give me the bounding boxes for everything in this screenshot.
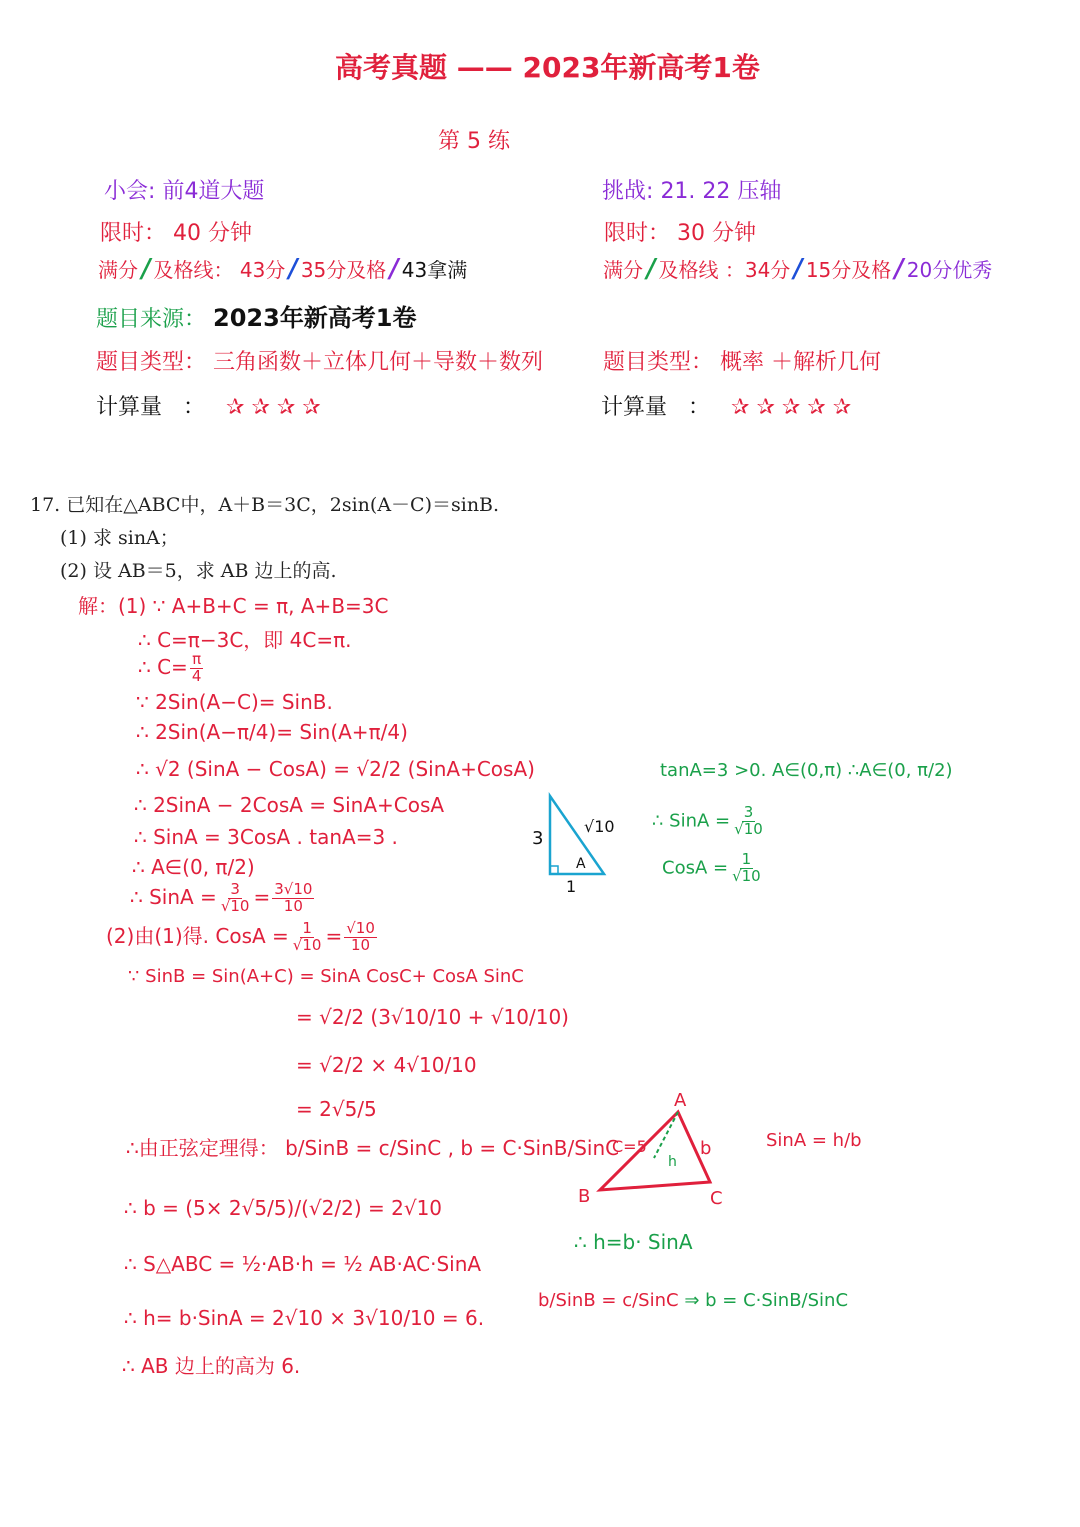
sin-note-text: ∴ SinA = (652, 810, 731, 832)
score-value: 43分 (239, 258, 286, 282)
sin-height-note: SinA = h/b (766, 1130, 862, 1151)
problem-q1: (1) 求 sinA； (60, 527, 179, 549)
right-calc-row (601, 390, 851, 421)
left-type-row (96, 345, 543, 376)
excellent-value: 20分优秀 (906, 258, 993, 282)
law-left: b/SinB = c/SinC (538, 1290, 679, 1311)
law-arrow: ⇒ b = C·SinB/SinC (684, 1290, 849, 1311)
right-score-row (603, 254, 992, 284)
fraction (291, 921, 324, 954)
calc-sep: ： (688, 395, 711, 420)
solution-line-2: ∴ C=π−3C，即 4C=π. (138, 628, 352, 652)
numerator: 1 (741, 850, 752, 868)
right-time-row (604, 216, 756, 247)
right-type-row (603, 345, 881, 376)
left-score-row (98, 254, 467, 284)
numerator: √10 (346, 919, 375, 938)
solution-part2-line-8: ∴ S△ABC = ½·AB·h = ½ AB·AC·SinA (124, 1252, 482, 1276)
numerator: π (192, 650, 202, 668)
solution-line-6: ∴ √2 (SinA − CosA) = √2/2 (SinA+CosA) (136, 757, 535, 781)
left-source-row (96, 298, 417, 333)
slash-divider: / (643, 254, 659, 284)
fraction (219, 882, 252, 915)
line10-text: ∴ SinA = (130, 884, 217, 909)
solution-line-8: ∴ SinA = 3CosA . tanA=3 . (134, 825, 398, 849)
numerator: 1 (302, 919, 312, 938)
solution-part2-line-7: ∴ b = (5× 2√5/5)/(√2/2) = 2√10 (124, 1196, 443, 1220)
fraction (190, 652, 204, 685)
type-label: 题目类型： (96, 350, 207, 375)
calc-stars: ✰ ✰ ✰ ✰ ✰ (731, 395, 852, 420)
sin-note (652, 805, 767, 838)
pass-value: 15分及格 (805, 258, 892, 282)
denominator: 10 (283, 896, 303, 915)
tan-note: tanA=3 >0. A∈(0,π) ∴A∈(0, π/2) (660, 760, 953, 781)
pass-label: 及格线： (153, 258, 234, 282)
colon: : (646, 179, 654, 204)
solution-part2-line-2: ∵ SinB = Sin(A+C) = SinA CosC+ CosA SinC (128, 966, 524, 987)
solution-line-10 (130, 882, 316, 915)
calc-label: 计算量 (601, 395, 668, 420)
time-value: 30 分钟 (677, 221, 757, 246)
denominator: √10 (220, 896, 250, 915)
colon: ： (724, 258, 745, 282)
numerator: 3 (230, 880, 240, 898)
time-label: 限时： (604, 221, 671, 246)
denominator: √10 (734, 819, 763, 838)
slash-divider: / (790, 254, 806, 284)
fraction (732, 805, 765, 838)
solution-part2-line-5: = 2√5/5 (296, 1097, 377, 1121)
solution-part2-line-1 (106, 920, 379, 954)
hypotenuse-label: √10 (584, 817, 615, 836)
time-label: 限时： (100, 221, 167, 246)
fraction (344, 921, 377, 954)
left-time-row (100, 216, 252, 247)
type-label: 题目类型： (603, 350, 714, 375)
source-label: 题目来源： (96, 307, 207, 332)
solution-part2-line-9: ∴ h= b·SinA = 2√10 × 3√10/10 = 6. (124, 1306, 485, 1330)
solution-line-5: ∴ 2Sin(A−π/4)= Sin(A+π/4) (136, 720, 408, 744)
score-label: 满分 (603, 258, 643, 282)
vertex-a: A (674, 1090, 687, 1111)
numerator: 3 (743, 803, 754, 821)
calc-sep: ： (183, 395, 206, 420)
denominator: √10 (292, 936, 322, 954)
slash-divider: / (386, 254, 402, 284)
height-equation-note: ∴ h=b· SinA (574, 1230, 693, 1254)
m6-b: , b = C·SinB/SinC (447, 1136, 620, 1160)
score-value: 34分 (744, 258, 791, 282)
right-challenge-row (602, 174, 781, 205)
height-line (654, 1112, 678, 1158)
equals: = (253, 884, 271, 909)
xiaohui-label: 小会 (104, 179, 149, 204)
angle-label: A (576, 856, 586, 872)
side-label-bottom: 1 (566, 877, 577, 896)
page-title: 高考真题 —— 2023年新高考1卷 (335, 51, 760, 84)
slash-divider: / (891, 254, 907, 284)
solution-line-9: ∴ A∈(0, π/2) (132, 855, 255, 879)
pass-label: 及格线 (658, 258, 719, 282)
solution-line-4: ∵ 2Sin(A−C)= SinB. (136, 690, 333, 714)
type-value: 三角函数＋立体几何＋导数＋数列 (213, 350, 544, 375)
line3-text: ∴ C= (138, 654, 188, 679)
vertex-c: C (710, 1188, 723, 1209)
solution-part2-line-6 (126, 1132, 619, 1161)
side-b-label: b (700, 1138, 712, 1159)
denominator: 10 (351, 936, 371, 954)
solution-part2-line-4: = √2/2 × 4√10/10 (296, 1053, 477, 1077)
problem-stem: 17. 已知在△ABC中，A＋B＝3C，2sin(A－C)＝sinB. (30, 494, 500, 516)
numerator: 3√10 (274, 880, 313, 898)
cos-note-text: CosA = (662, 857, 729, 879)
time-value: 40 分钟 (173, 221, 253, 246)
height-label: h (668, 1154, 677, 1170)
fraction (272, 882, 314, 915)
solution-line-3 (138, 652, 205, 685)
left-calc-row (96, 390, 321, 421)
denominator: √10 (732, 866, 761, 885)
solution-line-1: 解：(1) ∵ A+B+C = π, A+B=3C (78, 594, 389, 618)
m1-text: (2)由(1)得. CosA = (106, 924, 289, 948)
calc-label: 计算量 (96, 395, 163, 420)
vertex-b: B (578, 1186, 591, 1207)
right-triangle-diagram (528, 788, 628, 898)
solution-part2-line-10: ∴ AB 边上的高为 6. (122, 1354, 301, 1378)
solution-line-7: ∴ 2SinA − 2CosA = SinA+CosA (134, 793, 445, 817)
calc-stars: ✰ ✰ ✰ ✰ (226, 395, 321, 420)
slash-divider: / (138, 254, 154, 284)
colon: : (148, 179, 156, 204)
law-of-sines-note (538, 1290, 848, 1311)
problem-q2: (2) 设 AB＝5，求 AB 边上的高. (60, 560, 337, 582)
slash-divider: / (285, 254, 301, 284)
side-label-left: 3 (532, 828, 544, 849)
pass-value: 35分及格 (300, 258, 387, 282)
score-label: 满分 (98, 258, 138, 282)
challenge-value: 21. 22 压轴 (660, 179, 782, 204)
full-value: 43拿满 (401, 258, 468, 282)
xiaohui-value: 前4道大题 (162, 179, 265, 204)
challenge-label: 挑战 (602, 179, 647, 204)
type-value: 概率 ＋解析几何 (720, 350, 882, 375)
m6-prefix: ∴由正弦定理得： (126, 1136, 279, 1160)
side-c-label: C=5 (612, 1137, 647, 1156)
fraction (730, 852, 763, 885)
equals: = (325, 924, 343, 948)
solution-part2-line-3: = √2/2 (3√10/10 + √10/10) (296, 1005, 569, 1029)
m6-law: b/SinB = c/SinC (285, 1136, 442, 1160)
height-triangle-diagram (570, 1090, 740, 1220)
denominator: 4 (191, 666, 202, 685)
cos-note (662, 852, 765, 885)
left-xiaohui-row (104, 174, 264, 205)
lesson-label: 第 5 练 (438, 129, 510, 154)
source-value: 2023年新高考1卷 (213, 304, 417, 332)
